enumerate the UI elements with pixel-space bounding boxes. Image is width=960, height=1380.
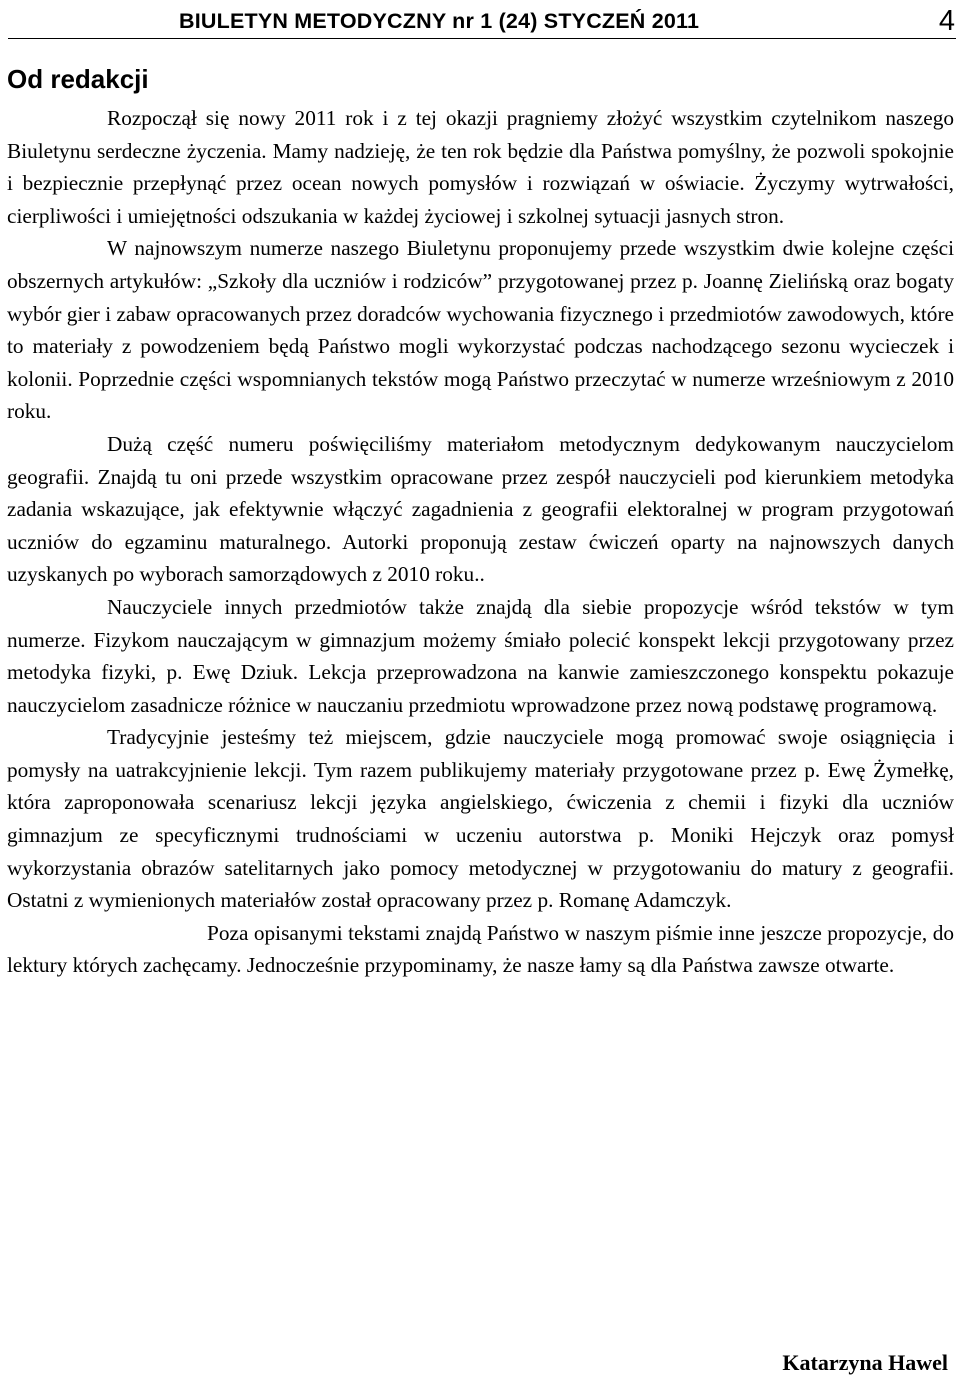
paragraph-teacher-materials: Tradycyjnie jesteśmy też miejscem, gdzie nauczyciele mogą promować swoje osiągnięcia i pomysły na uatrakcyjnienie lekcji. Tym razem publikujemy materiały przygotowane przez p. Ewę Żymełkę, która zaproponowała scenariusz lekcji języka angielskiego, ćwiczenia z chemii i fizyki dla uczniów gimnazjum ze specyficznymi trudnościami w uczeniu autorstwa p. Moniki Hejczyk oraz pomysł wykorzystania obrazów satelitarnych jako pomocy metodycznej w przygotowaniu do matury z geografii. Ostatni z wymienionych materiałów został opracowany przez p. Romanę Adamczyk. — [7, 725, 954, 913]
paragraph-other-subjects: Nauczyciele innych przedmiotów także znajdą dla siebie propozycje wśród tekstów w tym numerze. Fizykom nauczającym w gimnazjum możemy śmiało polecić konspekt lekcji przygotowany przez metodyka fizyki, p. Ewę Dziuk. Lekcja przeprowadzona na kanwie zamieszczonego konspektu pokazuje nauczycielom zasadnicze różnice w nauczaniu przedmiotu wprowadzone przez nową podstawę programową. — [7, 594, 954, 717]
paragraph-geography: Dużą część numeru poświęciliśmy materiałom metodycznym dedykowanym nauczycielom geografii. Znajdą tu oni przede wszystkim opracowane przez zespół nauczycieli pod kierunkiem metodyka zadania wskazujące, jak efektywnie włączyć zagadnienia z geografii elektoralnej w program przygotowań uczniów do egzaminu maturalnego. Autorki proponują zestaw ćwiczeń oparty na najnowszych danych uzyskanych po wyborach samorządowych z 2010 roku.. — [7, 431, 954, 587]
running-header — [8, 4, 956, 39]
paragraph-new-issue: W najnowszym numerze naszego Biuletynu proponujemy przede wszystkim dwie kolejne części obszernych artykułów: „Szkoły dla uczniów i rodziców” przygotowanej przez p. Joannę Zielińską oraz bogaty wybór gier i zabaw opracowanych przez doradców wychowania fizycznego i przedmiotów zawodowych, które to materiały z powodzeniem będą Państwo mogli wykorzystać podczas nachodzącego sezonu wycieczek i kolonii. Poprzednie części wspomnianych tekstów mogą Państwo przeczytać w numerze wrześniowym z 2010 roku. — [7, 236, 954, 424]
article-body — [7, 102, 954, 982]
section-title: Od redakcji — [7, 64, 149, 94]
page-number: 4 — [938, 5, 955, 37]
bulletin-title: BIULETYN METODYCZNY nr 1 (24) STYCZEŃ 2011 — [179, 9, 700, 33]
paragraph-closing: Poza opisanymi tekstami znajdą Państwo w naszym piśmie inne jeszcze propozycje, do lektury których zachęcamy. Jednocześnie przypominamy, że nasze łamy są dla Państwa zawsze otwarte. — [7, 920, 954, 978]
signature: Katarzyna Hawel — [782, 1350, 948, 1375]
paragraph-greetings: Rozpoczął się nowy 2011 rok i z tej okazji pragniemy złożyć wszystkim czytelnikom naszego Biuletynu serdeczne życzenia. Mamy nadzieję, że ten rok będzie dla Państwa pomyślny, że pozwoli spokojnie i bezpiecznie przepłynąć przez ocean nowych pomysłów i rozwiązań w oświacie. Życzymy wytrwałości, cierpliwości i umiejętności odszukania w każdej życiowej i szkolnej sytuacji jasnych stron. — [7, 106, 954, 228]
